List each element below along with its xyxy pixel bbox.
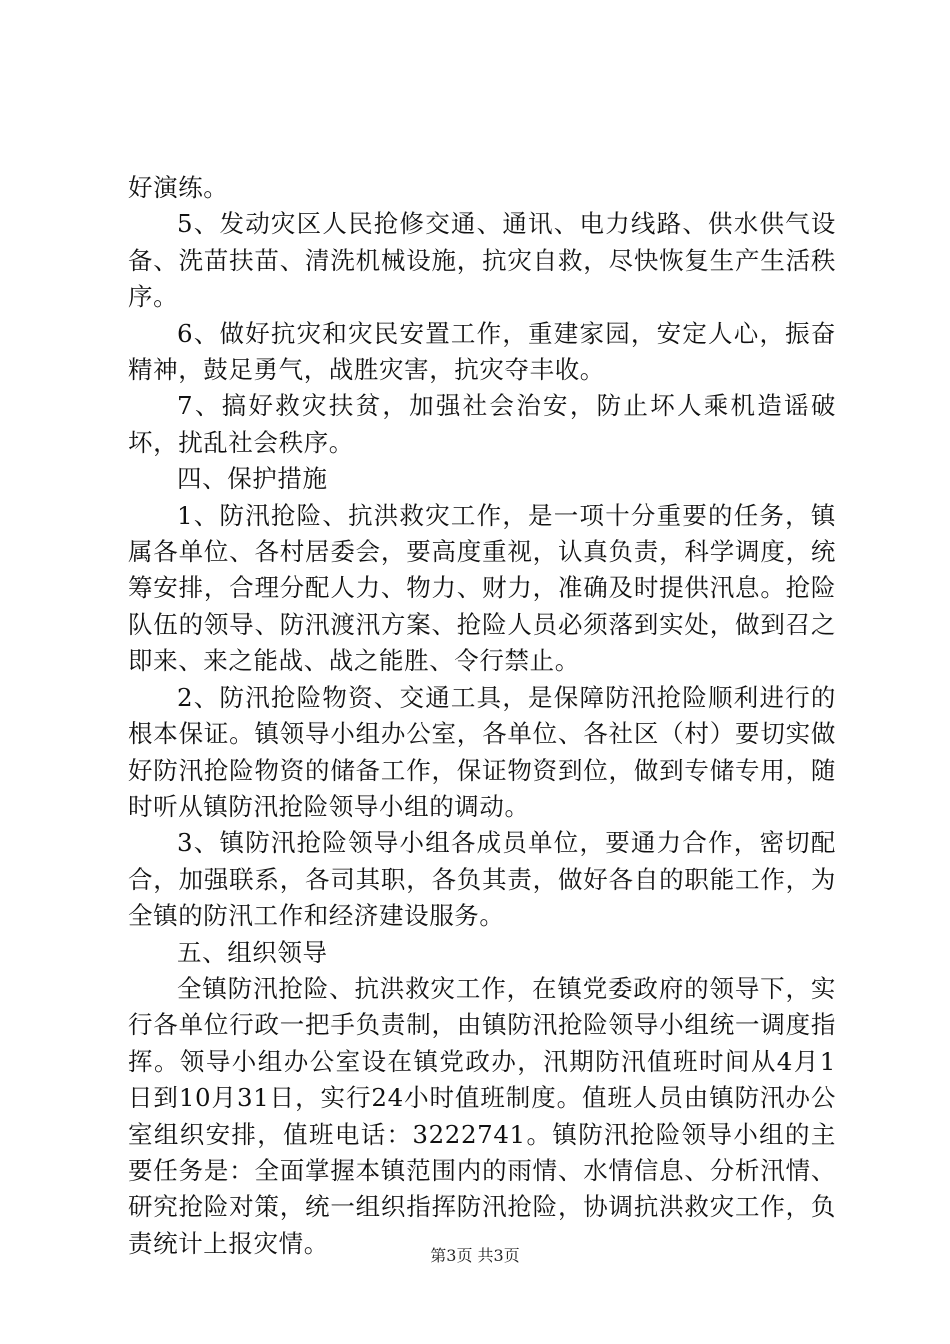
page-number-footer: 第3页 共3页 — [430, 1246, 520, 1265]
paragraph-continuation: 好演练。 — [128, 173, 229, 202]
paragraph-measure-1: 1、防汛抢险、抗洪救灾工作，是一项十分重要的任务，镇属各单位、各村居委会，要高度重视，认真负责，科学调度，统筹安排，合理分配人力、物力、财力，准确及时提供汛息。抢险队伍的领导、防汛渡汛方案、抢险人员必须落到实处，做到召之即来、来之能战、战之能胜、令行禁止。 — [128, 500, 836, 676]
paragraph-organization: 全镇防汛抢险、抗洪救灾工作，在镇党委政府的领导下，实行各单位行政一把手负责制，由镇防汛抢险领导小组统一调度指挥。领导小组办公室设在镇党政办，汛期防汛值班时间从4月1日到10月31日，实行24小时值班制度。值班人员由镇防汛办公室组织安排，值班电话：3222741。镇防汛抢险领导小组的主要任务是：全面掌握本镇范围内的雨情、水情信息、分析汛情、研究抢险对策，统一组织指挥防汛抢险，协调抗洪救灾工作，负责统计上报灾情。 — [128, 973, 836, 1258]
section-heading-protection: 四、保护措施 — [177, 464, 328, 494]
paragraph-measure-2: 2、防汛抢险物资、交通工具，是保障防汛抢险顺利进行的根本保证。镇领导小组办公室，各单位、各社区（村）要切实做好防汛抢险物资的储备工作，保证物资到位，做到专储专用，随时听从镇防汛抢险领导小组的调动。 — [128, 682, 836, 821]
section-heading-organization: 五、组织领导 — [177, 937, 328, 967]
paragraph-measure-3: 3、镇防汛抢险领导小组各成员单位，要通力合作，密切配合，加强联系，各司其职，各负其责，做好各自的职能工作，为全镇的防汛工作和经济建设服务。 — [128, 828, 836, 931]
paragraph-item-6: 6、做好抗灾和灾民安置工作，重建家园，安定人心，振奋精神，鼓足勇气，战胜灾害，抗灾夺丰收。 — [128, 318, 836, 385]
paragraph-item-7: 7、搞好救灾扶贫，加强社会治安，防止坏人乘机造谣破坏，扰乱社会秩序。 — [128, 391, 836, 457]
document-body — [128, 170, 836, 1262]
paragraph-item-5: 5、发动灾区人民抢修交通、通讯、电力线路、供水供气设备、洗苗扶苗、清洗机械设施，抗灾自救，尽快恢复生产生活秩序。 — [128, 209, 836, 312]
